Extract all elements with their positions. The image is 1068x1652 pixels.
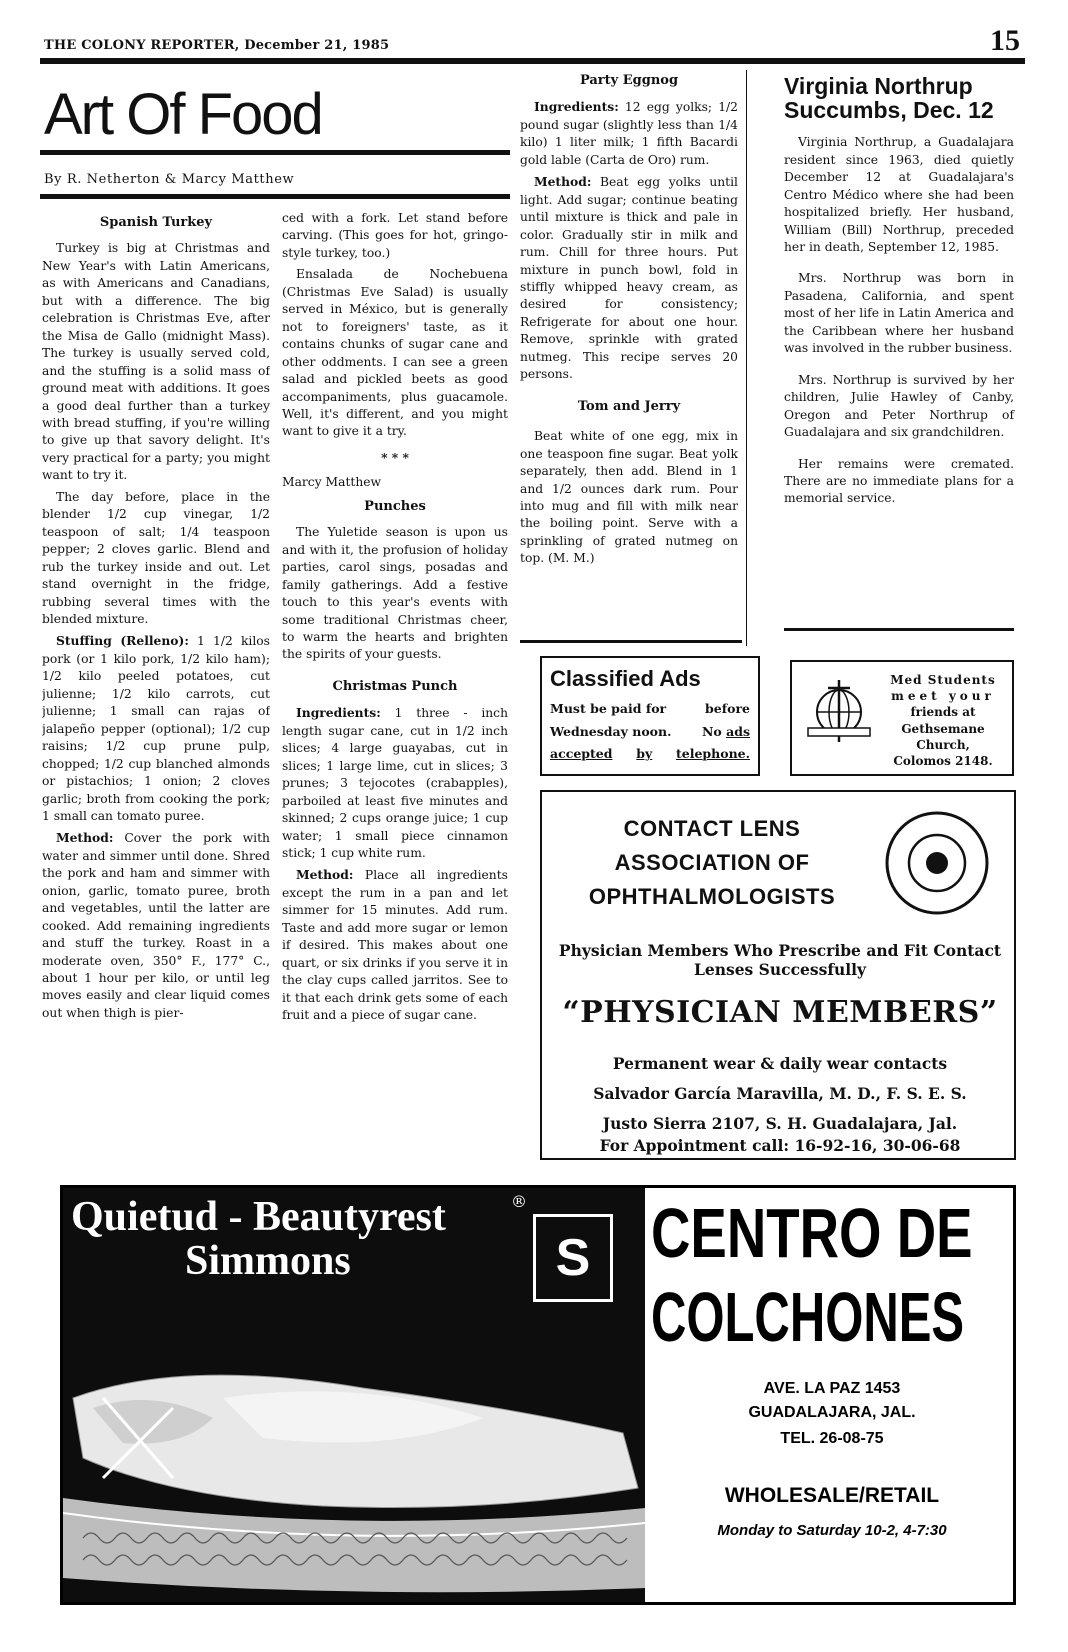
- masthead-rule: [40, 58, 1025, 64]
- obituary-rule: [784, 628, 1014, 631]
- lens-h1: CONTACT LENS: [623, 816, 801, 841]
- centro-address-2: GUADALAJARA, JAL.: [748, 1404, 916, 1421]
- title-rule: [40, 150, 510, 155]
- punch-method: [282, 866, 508, 1024]
- column-1: [42, 208, 270, 1178]
- centro-tel: TEL. 26-08-75: [780, 1430, 884, 1447]
- stuffing-text: 1 1/2 kilos pork (or 1 kilo pork, 1/2 kilo ham); 1/2 kilo peeled potatoes, cut julienne; 1/2 kilo carrots, cut julienne; 1 small can rajas of jalapeño pepper (optional); 1/2 cup raisins; 1/2 cup prune pulp, chopped; 1/2 cup blanched almonds or pistachios; 1 onion; 2 cloves garlic; broth from cooking the pork; 1 small can tomato puree.: [42, 634, 270, 823]
- mattress-ad: [60, 1185, 1016, 1605]
- col-divider: [746, 70, 747, 646]
- stuffing-label: Stuffing (Relleno):: [56, 633, 189, 649]
- lens-h2: ASSOCIATION OF: [614, 850, 810, 876]
- centro-line-2: COLCHONES: [651, 1278, 965, 1356]
- centro-hours: Monday to Saturday 10-2, 4-7:30: [717, 1522, 947, 1539]
- med-l4: Colomos 2148.: [893, 753, 993, 768]
- method-text: Cover the pork with water and simmer until done. Shred the pork and ham and simmer with onion, garlic, tomato puree, broth and vegetables, until the latter are cooked. Add remaining ingredients and stuff the turkey. Roast in a moderate oven, 350° F., 177° C., about 1 hour per kilo, or until leg moves easily and clear liquid comes out when thigh is pier-: [42, 831, 270, 1020]
- classified-line-2: [550, 721, 750, 744]
- stuffing-paragraph: [42, 632, 270, 825]
- punch-ingredients-label: Ingredients:: [296, 705, 381, 721]
- centro-wholesale: WHOLESALE/RETAIL: [724, 1484, 940, 1507]
- eggnog-method-label: Method:: [534, 174, 592, 190]
- spanish-turkey-p2: The day before, place in the blender 1/2 cup vinegar, 1/2 teaspoon of salt; 1/4 teaspoon pepper; 2 cloves garlic. Blend and rub the turkey inside and out. Let stand overnight in the fridge, rubbing several times with the blended mixture.: [42, 489, 270, 626]
- med-students-box: [790, 660, 1014, 776]
- eggnog-method: [520, 173, 738, 383]
- method-paragraph: [42, 829, 270, 1022]
- punch-ingredients-text: 1 three - inch length sugar cane, cut in 1/2 inch slices; 4 large guayabas, cut in slices; 1 large lime, cut in slices; 3 prunes; 3 tejocotes (crabapples), parboiled at least five minutes and skinned; 2 cups orange juice; 1 cup water; 1 small piece cinnamon stick; 1 cup white rum.: [282, 706, 508, 860]
- classified-l1b: before: [705, 701, 750, 716]
- method-label: Method:: [56, 830, 114, 846]
- obituary: [784, 74, 1014, 512]
- registered-mark: ®: [511, 1192, 527, 1211]
- obituary-p3: Mrs. Northrup is survived by her children, Julie Hawley of Canby, Oregon and Peter Northrup of Guadalajara and six grandchildren.: [784, 372, 1014, 440]
- classified-line-3: [550, 743, 750, 766]
- punch-method-text: Place all ingredients except the rum in a pan and let simmer for 15 minutes. Add rum. Taste and add more sugar or lemon if desired. This makes about one quart, or six drinks if you serve it in the clay cups called jarritos. See to it that each drink gets some of each fruit and a piece of sugar cane.: [282, 868, 508, 1023]
- classified-line-1: [550, 698, 750, 721]
- simmons-logo-letter: S: [555, 1229, 591, 1287]
- spanish-turkey-p1: Turkey is big at Christmas and New Year's with Latin Americans, as with Americans and Canadians, but with a difference. The big celebration is Christmas Eve, after the Misa de Gallo (midnight Mass). The turkey is usually served cold, and the stuffing is a solid mass of ground meat with additions. It goes a good deal further than a turkey with bread stuffing, if you're willing to give up that savory delight. It's very practical for a party; you might want to try it.: [42, 241, 270, 483]
- mattress-illustration: [63, 1338, 645, 1600]
- punches-intro: The Yuletide season is upon us and with it, the profusion of holiday parties, carol sings, posadas and family gatherings. Add a festive touch to this year's events with some traditional Christmas cheer, to warm the hearts and brighten the spirits of your guests.: [282, 525, 508, 662]
- classified-ads-box: [540, 656, 760, 776]
- simmons-brand-2: Simmons: [185, 1238, 351, 1284]
- lens-appointment: For Appointment call: 16-92-16, 30-06-68: [599, 1136, 961, 1155]
- punch-ingredients: [282, 704, 508, 862]
- obituary-body: [784, 134, 1014, 508]
- obituary-p4: Her remains were cremated. There are no immediate plans for a memorial service.: [784, 456, 1014, 506]
- punch-method-label: Method:: [296, 867, 354, 883]
- church-globe-icon: [804, 676, 874, 746]
- lens-wear: Permanent wear & daily wear contacts: [612, 1054, 948, 1073]
- classified-l3a: accepted: [550, 746, 613, 761]
- lens-address: Justo Sierra 2107, S. H. Guadalajara, Jal.: [602, 1114, 958, 1133]
- page-number: 15: [990, 24, 1020, 57]
- christmas-punch-heading: Christmas Punch: [332, 678, 458, 694]
- lens-subtitle: Physician Members Who Prescribe and Fit Contact Lenses Successfully: [558, 941, 1002, 979]
- classified-l3b: by: [636, 746, 653, 761]
- classified-l3c: telephone.: [676, 746, 750, 761]
- centro-line-1: CENTRO DE: [651, 1194, 973, 1272]
- lens-doctor: Salvador García Maravilla, M. D., F. S. E. S.: [593, 1084, 967, 1103]
- classified-l1a: Must be paid for: [550, 701, 667, 716]
- classified-l2a: Wednesday noon.: [550, 723, 672, 739]
- ensalada-paragraph: Ensalada de Nochebuena (Christmas Eve Salad) is usually served in México, but is generally not to foreigners' taste, as it contains chunks of sugar cane and other oddments. I can see a green salad and pickled beets as good accompaniments, plus guacamole. Well, it's different, and you might want to give it a try.: [282, 267, 508, 439]
- simmons-logo: [533, 1214, 613, 1302]
- lens-h3: OPHTHALMOLOGISTS: [588, 884, 836, 910]
- obituary-p1: Virginia Northrup, a Guadalajara resident since 1963, died quietly December 12 at Guadalajara's Centro Médico where she had been hospitalized briefly. Her husband, William (Bill) Northrup, preceded her in death, September 12, 1985.: [784, 135, 1014, 254]
- centro-address-1: AVE. LA PAZ 1453: [763, 1380, 901, 1397]
- separator-stars: * * *: [381, 449, 409, 465]
- med-l2: meet your: [891, 689, 995, 704]
- eye-target-icon: [882, 808, 992, 918]
- contact-lens-ad: [540, 790, 1016, 1160]
- classified-l2c: ads: [726, 723, 750, 739]
- col3-rule: [520, 640, 742, 643]
- lens-heading: [562, 812, 862, 914]
- mattress-photo-area: [63, 1188, 645, 1602]
- byline-rule: [40, 194, 510, 199]
- med-l3: friends at Gethsemane Church,: [901, 705, 985, 752]
- punches-heading: Punches: [364, 498, 426, 514]
- turkey-continued: ced with a fork. Let stand before carving. (This goes for hot, gringo-style turkey, too.): [282, 211, 508, 260]
- obituary-title: Virginia Northrup Succumbs, Dec. 12: [784, 73, 994, 124]
- tom-and-jerry-text: Beat white of one egg, mix in one teaspoon fine sugar. Beat yolk separately, then add. Blend in 1 and 1/2 ounces dark rum. Pour into mug and fill with milk near the boiling point. Serve with a sprinkling of grated nutmeg on top. (M. M.): [520, 429, 738, 566]
- eggnog-ingredients-label: Ingredients:: [534, 99, 619, 115]
- med-l1: Med Students: [890, 673, 996, 687]
- centro-de-colchones: [651, 1192, 1013, 1600]
- tom-and-jerry-heading: Tom and Jerry: [577, 398, 681, 414]
- column-3: [520, 72, 738, 632]
- eggnog-heading: Party Eggnog: [579, 73, 679, 88]
- author2: Marcy Matthew: [282, 475, 382, 490]
- classified-l2b: No: [701, 723, 722, 739]
- simmons-brand-1: Quietud - Beautyrest: [71, 1194, 446, 1240]
- spanish-turkey-heading: Spanish Turkey: [99, 215, 213, 230]
- lens-slogan: “PHYSICIAN MEMBERS”: [562, 995, 998, 1030]
- classified-title: Classified Ads: [550, 666, 701, 691]
- eggnog-ingredients-text: 12 egg yolks; 1/2 pound sugar (slightly less than 1/4 kilo) 1 liter milk; 1 fifth Bacardi gold lable (Carta de Oro) rum.: [520, 100, 738, 167]
- eggnog-method-text: Beat egg yolks until light. Add sugar; continue beating until mixture is thick and pale in color. Gradually stir in milk and rum. Chill for three hours. Put mixture in punch bowl, fold in stiffly whipped heavy cream, as desired for consistency; Refrigerate for about one hour. Remove, sprinkle with grated nutmeg. This recipe serves 20 persons.: [520, 175, 738, 382]
- med-students-text: [878, 672, 1008, 769]
- byline: By R. Netherton & Marcy Matthew: [44, 172, 295, 187]
- obituary-p2: Mrs. Northrup was born in Pasadena, California, and spent most of her life in Latin America and the Caribbean where her husband was involved in the rubber business.: [784, 271, 1014, 356]
- section-title: Art Of Food: [44, 82, 322, 147]
- column-2: [282, 210, 508, 1178]
- eggnog-ingredients: [520, 98, 738, 169]
- masthead-paper: THE COLONY REPORTER, December 21, 1985: [44, 38, 390, 53]
